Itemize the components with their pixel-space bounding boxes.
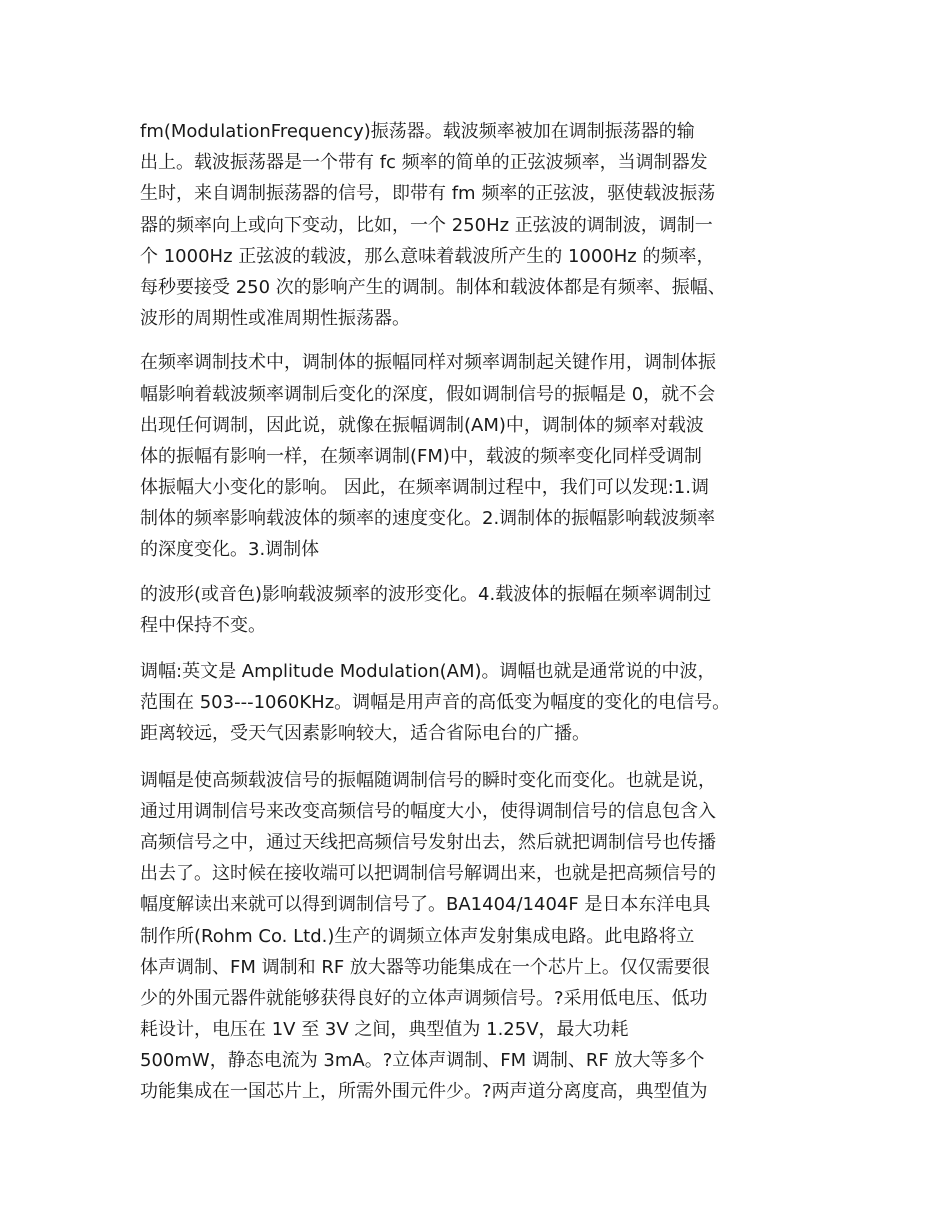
text-line: 波形的周期性或准周期性振荡器。 bbox=[140, 308, 410, 330]
paragraph-spacer bbox=[140, 750, 830, 765]
paragraph-spacer bbox=[140, 641, 830, 656]
text-line: 在频率调制技术中，调制体的振幅同样对频率调制起关键作用，调制体振 bbox=[140, 352, 716, 374]
text-line: 制体的频率影响载波体的频率的速度变化。2.调制体的振幅影响载波频率 bbox=[140, 508, 716, 530]
text-line: 程中保持不变。 bbox=[140, 614, 266, 636]
paragraph-fm-oscillator bbox=[140, 116, 830, 334]
text-line: 出去了。这时候在接收端可以把调制信号解调出来，也就是把高频信号的 bbox=[140, 863, 716, 885]
text-line: 出上。载波振荡器是一个带有 fc 频率的简单的正弦波频率，当调制器发 bbox=[140, 152, 708, 174]
text-line: 每秒要接受 250 次的影响产生的调制。制体和载波体都是有频率、振幅、 bbox=[140, 276, 726, 298]
paragraph-am-ba1404 bbox=[140, 765, 830, 1108]
text-line: 的深度变化。3.调制体 bbox=[140, 539, 320, 561]
text-line: 体的振幅有影响一样，在频率调制(FM)中，载波的频率变化同样受调制 bbox=[140, 445, 702, 467]
text-line: 少的外围元器件就能够获得良好的立体声调频信号。?采用低电压、低功 bbox=[140, 987, 708, 1009]
text-line: 高频信号之中，通过天线把高频信号发射出去，然后就把调制信号也传播 bbox=[140, 831, 716, 853]
text-line: 幅度解读出来就可以得到调制信号了。BA1404/1404F 是日本东洋电具 bbox=[140, 894, 711, 916]
text-line: 调幅:英文是 Amplitude Modulation(AM)。调幅也就是通常说的中波， bbox=[140, 661, 716, 682]
text-line: 生时，来自调制振荡器的信号，即带有 fm 频率的正弦波，驱使载波振荡 bbox=[140, 183, 716, 205]
text-line: 范围在 503---1060KHz。调幅是用声音的高低变为幅度的变化的电信号。 bbox=[140, 692, 731, 714]
text-line: 距离较远，受天气因素影响较大，适合省际电台的广播。 bbox=[140, 723, 590, 745]
text-line: 出现任何调制，因此说，就像在振幅调制(AM)中，调制体的频率对载波 bbox=[140, 414, 704, 436]
text-line: 功能集成在一国芯片上，所需外围元件少。?两声道分离度高，典型值为 bbox=[140, 1081, 708, 1103]
text-line: 耗设计，电压在 1V 至 3V 之间，典型值为 1.25V，最大功耗 bbox=[140, 1019, 629, 1041]
paragraph-spacer bbox=[140, 566, 830, 579]
text-line: 500mW，静态电流为 3mA。?立体声调制、FM 调制、RF 放大等多个 bbox=[140, 1050, 705, 1072]
paragraph-am-definition bbox=[140, 656, 830, 750]
text-line: 调幅是使高频载波信号的振幅随调制信号的瞬时变化而变化。也就是说， bbox=[140, 769, 716, 791]
paragraph-waveform bbox=[140, 579, 830, 641]
text-line: 的波形(或音色)影响载波频率的波形变化。4.载波体的振幅在频率调制过 bbox=[140, 583, 712, 605]
text-line: 幅影响着载波频率调制后变化的深度，假如调制信号的振幅是 0，就不会 bbox=[140, 383, 716, 405]
paragraph-spacer bbox=[140, 334, 830, 347]
text-line: 个 1000Hz 正弦波的载波，那么意味着载波所产生的 1000Hz 的频率， bbox=[140, 245, 715, 267]
text-line: 体声调制、FM 调制和 RF 放大器等功能集成在一个芯片上。仅仅需要很 bbox=[140, 956, 710, 978]
paragraph-fm-technique bbox=[140, 347, 830, 565]
text-line: fm(ModulationFrequency)振荡器。载波频率被加在调制振荡器的输 bbox=[140, 121, 695, 142]
text-line: 通过用调制信号来改变高频信号的幅度大小，使得调制信号的信息包含入 bbox=[140, 800, 716, 822]
text-line: 器的频率向上或向下变动，比如，一个 250Hz 正弦波的调制波，调制一 bbox=[140, 214, 713, 236]
document-body bbox=[140, 116, 830, 1108]
text-line: 制作所(Rohm Co. Ltd.)生产的调频立体声发射集成电路。此电路将立 bbox=[140, 925, 695, 947]
text-line: 体振幅大小变化的影响。 因此，在频率调制过程中，我们可以发现:1.调 bbox=[140, 477, 709, 499]
